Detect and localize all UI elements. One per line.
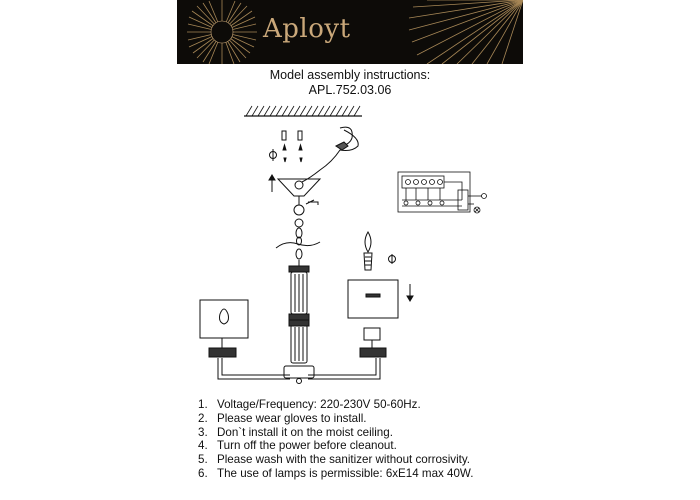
list-item: 6. The use of lamps is permissible: 6xE14 max 40W. [198,466,474,480]
list-item: 3. Don`t install it on the moist ceiling. [198,425,393,439]
list-item: 5. Please wash with the sanitizer without corrosivity. [198,453,471,467]
brand-logo-text: Aployt [263,14,351,44]
list-item: 4. Turn off the power before cleanout. [198,439,397,453]
safety-notes-list [198,398,558,481]
list-item: 1. Voltage/Frequency: 220-230V 50-60Hz. [198,398,421,411]
model-number: APL.752.03.06 [308,83,392,97]
instructions-title: Model assembly instructions: [269,68,431,82]
list-item: 2. Please wear gloves to install. [198,411,367,425]
wiring-terminal-icon [398,172,487,213]
